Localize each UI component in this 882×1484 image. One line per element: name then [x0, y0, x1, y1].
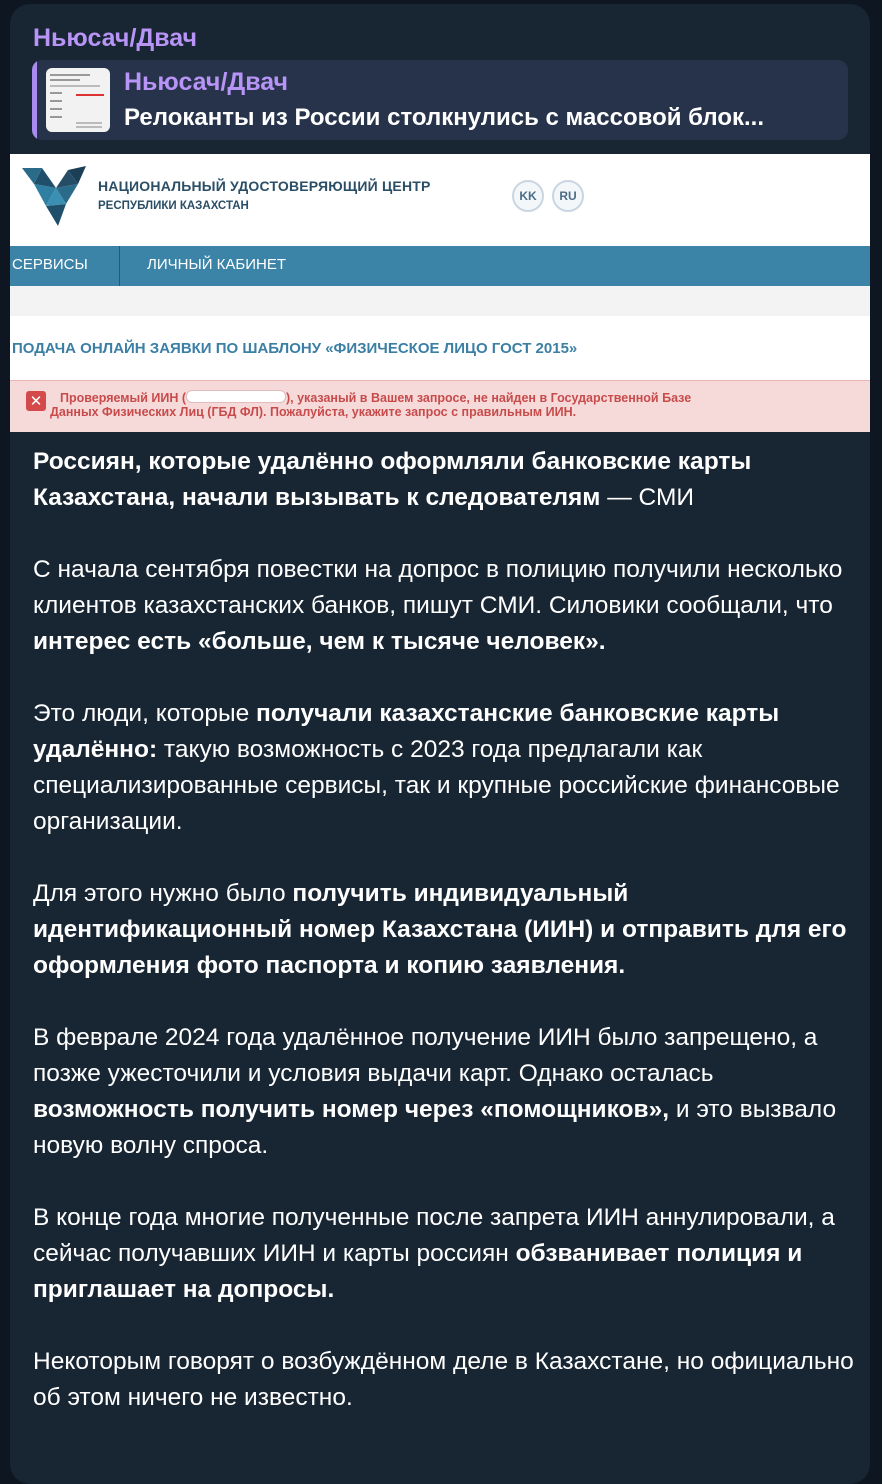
site-navbar: [10, 246, 870, 286]
redacted-iin: [186, 390, 286, 403]
post-headline: Россиян, которые удалённо оформляли банковские карты Казахстана, начали вызывать к следователям: [33, 448, 752, 511]
nav-subbar: [10, 286, 870, 316]
nav-services: СЕРВИСЫ: [12, 256, 88, 273]
attached-screenshot[interactable]: [10, 154, 870, 432]
post-bold-span: получить индивидуальный идентификационный номер Казахстана (ИИН) и отправить для его оформления фото паспорта и копию заявления.: [33, 880, 847, 979]
post-bold-span: обзванивает полиция и приглашает на допросы.: [33, 1240, 803, 1303]
nav-cabinet: ЛИЧНЫЙ КАБИНЕТ: [147, 256, 287, 273]
post-text-span: Некоторым говорят о возбуждённом деле в Казахстане, но официально об этом ничего не известно.: [33, 1348, 854, 1411]
reply-text: Релоканты из России столкнулись с массовой блок...: [124, 104, 765, 131]
post-text-span: Для этого нужно было: [33, 880, 293, 907]
post-text-span: Это люди, которые: [33, 700, 257, 727]
post-paragraph: [33, 1200, 855, 1308]
lang-kk-button: KK: [512, 180, 544, 212]
error-text-line2: Данных Физических Лиц (ГБД ФЛ). Пожалуйста, укажите запрос с правильным ИИН.: [50, 405, 577, 419]
error-message: [50, 390, 850, 419]
channel-name[interactable]: Ньюсач/Двач: [33, 24, 198, 52]
post-text: [33, 444, 855, 1452]
form-title: ПОДАЧА ОНЛАЙН ЗАЯВКИ ПО ШАБЛОНУ «ФИЗИЧЕСКОЕ ЛИЦО ГОСТ 2015»: [12, 340, 578, 357]
post-text-span: С начала сентября повестки на допрос в полицию получили несколько клиентов казахстанских банков, пишут СМИ. Силовики сообщали, что: [33, 556, 843, 619]
post-text-span: такую возможность с 2023 года предлагали как специализированные сервисы, так и крупные российские финансовые организации.: [33, 736, 840, 835]
post-headline-source: — СМИ: [600, 484, 694, 511]
post-text-span: В феврале 2024 года удалённое получение ИИН было запрещено, а позже ужесточили и условия выдачи карт. Однако осталась: [33, 1024, 818, 1087]
reply-preview[interactable]: [32, 60, 848, 140]
nav-divider: [119, 246, 120, 286]
post-text-span: В конце года многие полученные после запрета ИИН аннулировали, а сейчас получавших ИИН и карты россиян: [33, 1204, 835, 1267]
error-text-before: Проверяемый ИИН (: [60, 391, 186, 405]
post-paragraph: [33, 876, 855, 984]
error-banner: [10, 380, 870, 432]
reply-thumbnail: [46, 68, 110, 132]
post-bold-span: интерес есть «больше, чем к тысяче человек».: [33, 628, 606, 655]
post-paragraph: [33, 552, 855, 660]
reply-title: Ньюсач/Двач: [124, 68, 289, 96]
post-bold-span: получали казахстанские банковские карты удалённо:: [33, 700, 780, 763]
post-text-span: и это вызвало новую волну спроса.: [33, 1096, 837, 1159]
org-name-line1: НАЦИОНАЛЬНЫЙ УДОСТОВЕРЯЮЩИЙ ЦЕНТР: [98, 178, 431, 194]
error-x-icon: ✕: [26, 391, 46, 411]
post-paragraph: [33, 1344, 855, 1416]
error-text-after: ), указаный в Вашем запросе, не найден в Государственной Базе: [286, 391, 692, 405]
post-bold-span: возможность получить номер через «помощников»,: [33, 1096, 670, 1123]
post-paragraph: [33, 1020, 855, 1164]
org-name-line2: РЕСПУБЛИКИ КАЗАХСТАН: [98, 200, 249, 212]
lang-ru-button: RU: [552, 180, 584, 212]
post-paragraph: [33, 444, 855, 516]
nuc-logo-icon: [20, 162, 92, 228]
post-paragraph: [33, 696, 855, 840]
reply-accent-bar: [32, 60, 37, 140]
message-bubble: [10, 4, 870, 1484]
